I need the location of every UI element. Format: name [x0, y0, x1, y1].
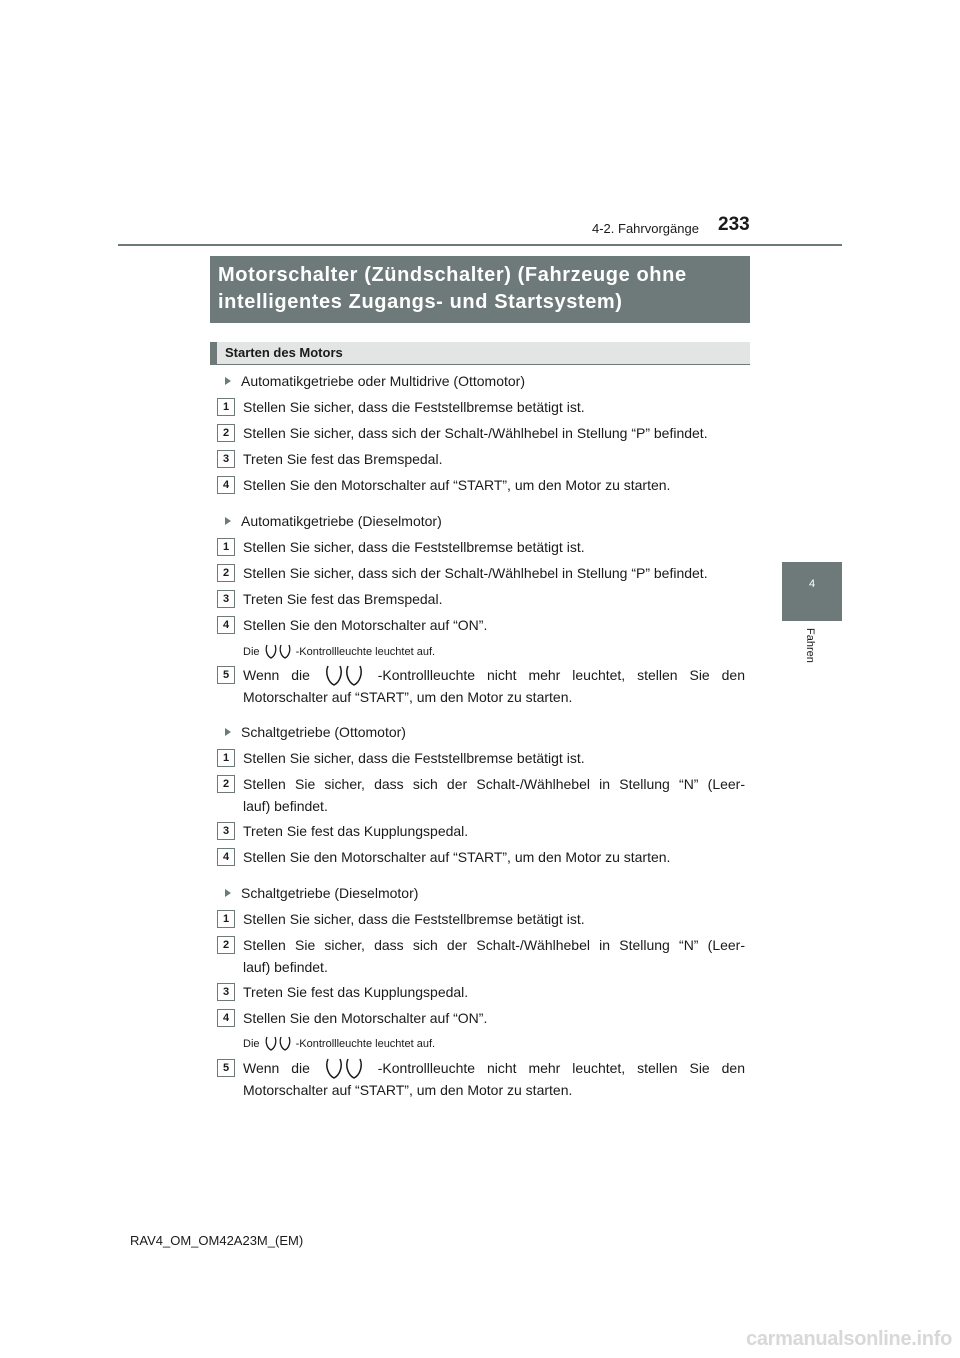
section-title: 4-2. Fahrvorgänge: [592, 221, 699, 236]
step-text: Stellen Sie sicher, dass sich der Schalt-/Wählhebel in Stellung “P” befindet.: [243, 425, 708, 441]
group-heading: Schaltgetriebe (Dieselmotor): [225, 885, 418, 901]
chapter-label: Fahren: [804, 628, 816, 663]
triangle-bullet-icon: [225, 728, 231, 736]
subheading-box: [210, 342, 750, 365]
step-number: 4: [217, 476, 235, 494]
step-number: 4: [217, 848, 235, 866]
step-text-continued: lauf) befindet.: [243, 959, 328, 975]
step-number: 1: [217, 749, 235, 767]
page-title-box: [210, 256, 750, 323]
step-number: 1: [217, 538, 235, 556]
step-text-continued: Motorschalter auf “START”, um den Motor zu starten.: [243, 689, 573, 705]
step-number: 2: [217, 775, 235, 793]
step-text: Stellen Sie sicher, dass die Feststellbremse betätigt ist.: [243, 911, 585, 927]
step-text: Stellen Sie sicher, dass sich der Schalt-/Wählhebel in Stellung “N” (Leer-: [243, 937, 745, 953]
chapter-number: 4: [808, 578, 816, 590]
triangle-bullet-icon: [225, 889, 231, 897]
step-text: Treten Sie fest das Kupplungspedal.: [243, 984, 469, 1000]
glow-plug-indicator-icon: [322, 1057, 366, 1081]
group-heading: Automatikgetriebe oder Multidrive (Ottomotor): [225, 373, 525, 389]
step-text-continued: Motorschalter auf “START”, um den Motor zu starten.: [243, 1082, 573, 1098]
glow-plug-indicator-icon: [263, 643, 293, 661]
indicator-note: Die -Kontrollleuchte leuchtet auf.: [243, 1035, 435, 1053]
page-title: Motorschalter (Zündschalter) (Fahrzeuge ohne intelligentes Zugangs- und Startsystem): [218, 264, 687, 313]
step-number: 5: [217, 666, 235, 684]
step-text: Stellen Sie den Motorschalter auf “ON”.: [243, 1010, 488, 1026]
step-number: 1: [217, 910, 235, 928]
triangle-bullet-icon: [225, 517, 231, 525]
watermark: carmanualsonline.info: [746, 1328, 952, 1350]
page-number: 233: [718, 214, 750, 235]
step-number: 2: [217, 936, 235, 954]
glow-plug-indicator-icon: [322, 664, 366, 688]
step-text: Stellen Sie sicher, dass sich der Schalt-/Wählhebel in Stellung “N” (Leer-: [243, 776, 745, 792]
step-text: Stellen Sie den Motorschalter auf “START”, um den Motor zu starten.: [243, 849, 671, 865]
glow-plug-indicator-icon: [263, 1035, 293, 1053]
subheading-accent: [210, 342, 217, 365]
step-text: Stellen Sie den Motorschalter auf “START”, um den Motor zu starten.: [243, 477, 671, 493]
step-number: 2: [217, 424, 235, 442]
step-number: 3: [217, 822, 235, 840]
step-text: Wenn die -Kontrollleuchte nicht mehr leuchtet, stellen Sie den: [243, 664, 745, 688]
step-number: 3: [217, 983, 235, 1001]
step-text: Stellen Sie sicher, dass die Feststellbremse betätigt ist.: [243, 399, 585, 415]
group-heading: Schaltgetriebe (Ottomotor): [225, 724, 406, 740]
step-text: Stellen Sie sicher, dass die Feststellbremse betätigt ist.: [243, 750, 585, 766]
step-text: Treten Sie fest das Bremspedal.: [243, 451, 443, 467]
step-text: Treten Sie fest das Bremspedal.: [243, 591, 443, 607]
step-number: 2: [217, 564, 235, 582]
group-heading: Automatikgetriebe (Dieselmotor): [225, 513, 442, 529]
step-text: Stellen Sie sicher, dass die Feststellbremse betätigt ist.: [243, 539, 585, 555]
step-number: 3: [217, 590, 235, 608]
step-text: Treten Sie fest das Kupplungspedal.: [243, 823, 469, 839]
step-text: Wenn die -Kontrollleuchte nicht mehr leuchtet, stellen Sie den: [243, 1057, 745, 1081]
step-number: 4: [217, 1009, 235, 1027]
step-text: Stellen Sie den Motorschalter auf “ON”.: [243, 617, 488, 633]
step-number: 4: [217, 616, 235, 634]
step-text-continued: lauf) befindet.: [243, 798, 328, 814]
header-divider: [118, 244, 842, 246]
footer-code: RAV4_OM_OM42A23M_(EM): [130, 1233, 304, 1248]
indicator-note: Die -Kontrollleuchte leuchtet auf.: [243, 643, 435, 661]
step-number: 5: [217, 1059, 235, 1077]
subheading: Starten des Motors: [225, 345, 343, 360]
step-number: 3: [217, 450, 235, 468]
chapter-tab: [782, 562, 842, 621]
triangle-bullet-icon: [225, 377, 231, 385]
step-number: 1: [217, 398, 235, 416]
step-text: Stellen Sie sicher, dass sich der Schalt-/Wählhebel in Stellung “P” befindet.: [243, 565, 708, 581]
